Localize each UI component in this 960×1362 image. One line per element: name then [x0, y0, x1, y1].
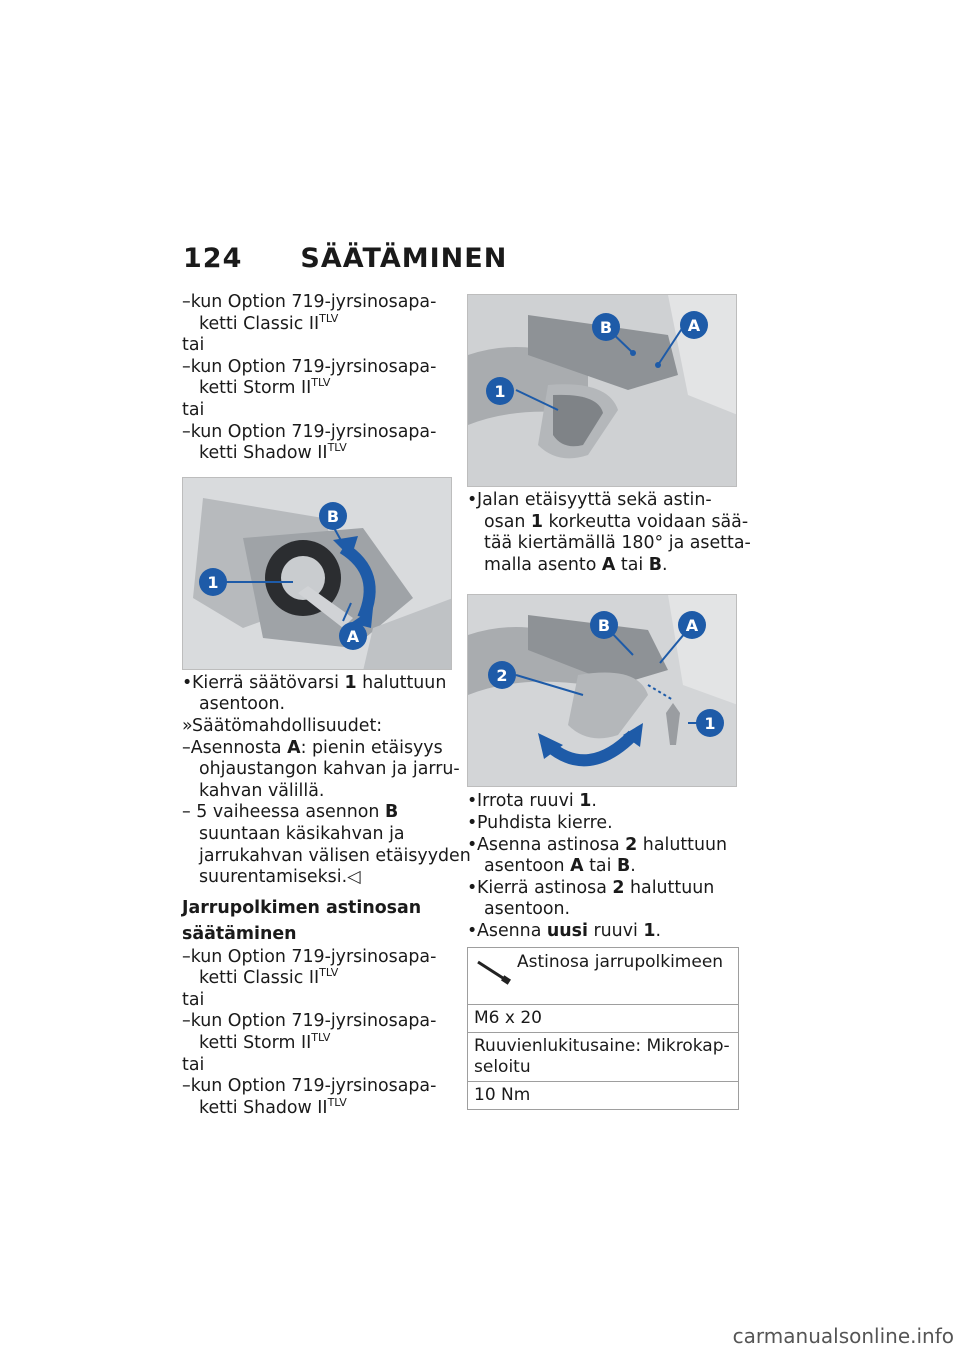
- fig2-label-1: 1: [494, 382, 506, 401]
- fig3-label-1: 1: [704, 714, 716, 734]
- fig2-label-b: B: [599, 318, 613, 337]
- step1-line2: asentoon.: [199, 694, 286, 715]
- fig1-label-b: B: [326, 506, 340, 526]
- lever-steps: • Kierrä säätövarsi 1 haluttuun asentoon. » Säätömahdollisuudet: –Asennosta A: pienin etäisyys ohjaustangon kahvan ja jarru- kahvan välillä. – 5 vaiheessa asennon B suuntaan käsikahvan ja jarrukahvan välisen etäisyyden suurentamiseksi.◁: [182, 672, 471, 888]
- footpeg-figure: [467, 294, 737, 487]
- left-column: [182, 292, 471, 1119]
- fig1-label-a: A: [346, 626, 360, 646]
- torque-spec-table: [467, 947, 739, 1110]
- spec-torque: 10 Nm: [468, 1081, 738, 1109]
- fig3-label-a: A: [685, 616, 699, 636]
- screw-icon: [476, 958, 514, 986]
- right-column: [467, 292, 751, 1110]
- fig1-label-1: 1: [207, 572, 219, 592]
- fig2-label-a: A: [687, 316, 701, 335]
- or-text: tai: [182, 335, 205, 356]
- fig3-label-b: B: [597, 616, 611, 636]
- lever-adjuster-figure: [182, 477, 452, 670]
- tlv-sup: TLV: [319, 311, 339, 325]
- option-classic-line1: kun Option 719-jyrsinosapa-: [190, 292, 437, 312]
- step-options: Säätömahdollisuudet:: [192, 715, 383, 736]
- spec-size: M6 x 20: [468, 1004, 738, 1032]
- section-title: SÄÄTÄMINEN: [300, 243, 508, 274]
- fig3-label-2: 2: [496, 666, 508, 686]
- option-classic-line2: ketti Classic II: [199, 313, 320, 334]
- section-heading: Jarrupolkimen astinosan säätäminen: [182, 897, 422, 944]
- page-number: 124: [183, 243, 243, 274]
- option-storm-line2: ketti Storm II: [199, 378, 312, 399]
- tlv-sup: TLV: [327, 441, 347, 455]
- watermark: carmanualsonline.info: [732, 1324, 954, 1348]
- or-text: tai: [182, 399, 205, 420]
- end-mark-icon: ◁: [347, 867, 361, 888]
- option-shadow-line1: kun Option 719-jyrsinosapa-: [190, 421, 437, 442]
- spec-title: Astinosa jarrupolkimeen: [517, 951, 724, 972]
- tlv-sup: TLV: [311, 376, 331, 390]
- screw-steps: • Irrota ruuvi 1. • Puhdista kierre. • Asenna astinosa 2 haluttuun asentoon A tai B. • Kierrä astinosa 2 haluttuun asentoon. • Asenna uusi ruuvi 1.: [467, 791, 728, 941]
- option-storm-line1: kun Option 719-jyrsinosapa-: [190, 356, 437, 377]
- option-list-a: –kun Option 719-jyrsinosapa- ketti Classic $II^{TLV}$ tai –kun Option 719-jyrsinosapa- ketti Storm $II^{TLV}$ tai –kun Option 719-jyrsinosapa- ketti Shadow $II^{TLV}$: [182, 292, 454, 465]
- option-shadow-line2: ketti Shadow II: [199, 443, 328, 464]
- page-header: [183, 243, 507, 274]
- footpeg-screw-figure: [467, 594, 737, 787]
- footpeg-paragraph: • Jalan etäisyyttä sekä astin- osan 1 korkeutta voidaan sää- tää kiertämällä 180° ja asetta- malla asento A tai B.: [467, 490, 751, 575]
- option-list-b: –kun Option 719-jyrsinosapa- ketti Classic $II^{TLV}$ tai –kun Option 719-jyrsinosapa- ketti Storm $II^{TLV}$ tai –kun Option 719-jyrsinosapa- ketti Shadow $II^{TLV}$: [182, 946, 437, 1118]
- spec-locker: Ruuvienlukitusaine: Mikrokap- seloitu: [468, 1032, 738, 1081]
